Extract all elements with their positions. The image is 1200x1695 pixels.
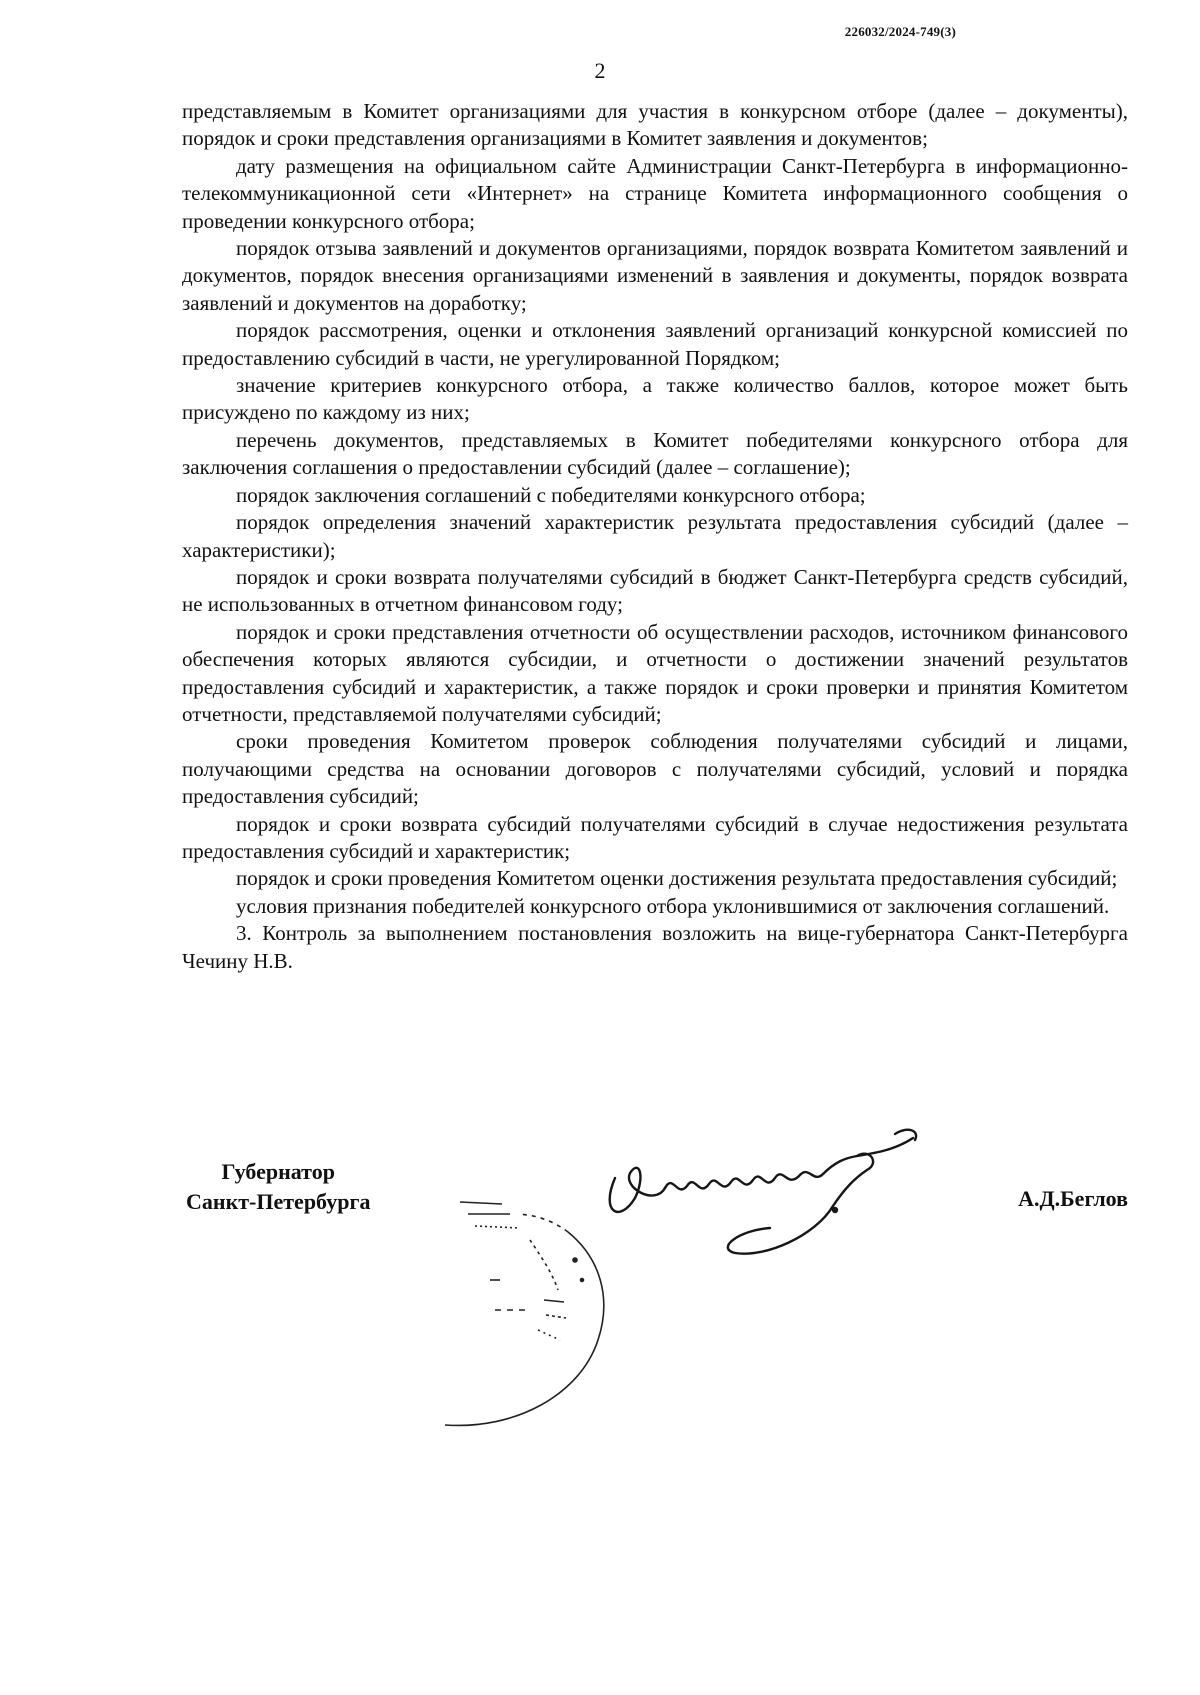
document-id: 226032/2024-749(3) [844,24,956,39]
paragraph: порядок и сроки проведения Комитетом оценки достижения результата предоставления субсидий; [236,866,1118,891]
paragraph: порядок и сроки представления отчетности об осуществлении расходов, источником финансового обеспечения которых являются субсидии, и отчетности о достижении значений результатов предоставления субсидий и характеристик, а также порядок и сроки проверки и принятия Комитетом отчетности, представляемой получателями субсидий; [182,619,1128,726]
signatory-title-line2: Санкт-Петербурга [186,1189,371,1214]
handwritten-signature-icon [595,1118,925,1278]
paragraph: порядок отзыва заявлений и документов организациями, порядок возврата Комитетом заявлений и документов, порядок внесения организациями изменений в заявления и документы, порядок возврата заявлений и документов на доработку; [182,236,1128,315]
paragraph: условия признания победителей конкурсного отбора уклонившимися от заключения соглашений. [236,893,1110,918]
paragraph: порядок рассмотрения, оценки и отклонения заявлений организаций конкурсной комиссией по предоставлению субсидий в части, не урегулированной Порядком; [182,318,1128,370]
paragraph: порядок и сроки возврата получателями субсидий в бюджет Санкт-Петербурга средств субсидий, не использованных в отчетном финансовом году; [182,564,1128,617]
signatory-name: А.Д.Беглов [1018,1186,1128,1211]
signatory-title [186,1157,370,1217]
paragraph: порядок заключения соглашений с победителями конкурсного отбора; [236,482,866,507]
paragraph: перечень документов, представляемых в Комитет победителями конкурсного отбора для заключения соглашения о предоставлении субсидий (далее – соглашение); [182,427,1128,480]
page-number: 2 [594,58,606,83]
paragraph: порядок определения значений характеристик результата предоставления субсидий (далее – характеристики); [182,510,1128,562]
paragraph: сроки проведения Комитетом проверок соблюдения получателями субсидий и лицами, получающими средства на основании договоров с получателями субсидий, условий и порядка предоставления субсидий; [182,729,1128,809]
signatory-title-line1: Губернатор [221,1159,335,1184]
paragraph: значение критериев конкурсного отбора, а также количество баллов, которое может быть присуждено по каждому из них; [182,373,1128,425]
paragraph: 3. Контроль за выполнением постановления возложить на вице-губернатора Санкт-Петербурга Чечину Н.В. [182,921,1128,973]
paragraph: дату размещения на официальном сайте Администрации Санкт-Петербурга в информационно-телекоммуникационной сети «Интернет» на странице Комитета информационного сообщения о проведении конкурсного отбора; [182,153,1128,233]
paragraph: представляемым в Комитет организациями для участия в конкурсном отборе (далее – документы), порядок и сроки представления организациями в Комитет заявления и документов; [182,99,1128,151]
paragraph: порядок и сроки возврата субсидий получателями субсидий в случае недостижения результата предоставления субсидий и характеристик; [182,811,1128,863]
